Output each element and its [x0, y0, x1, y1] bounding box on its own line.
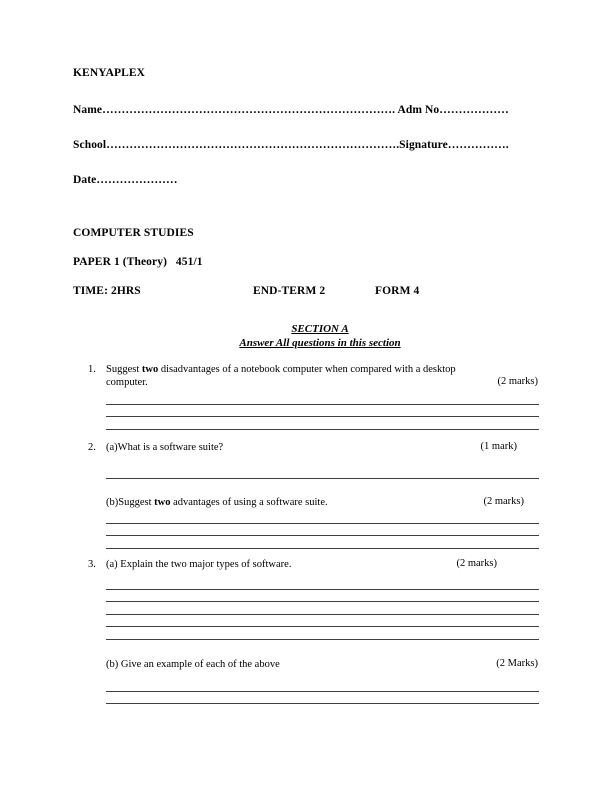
question-2b-text-post: advantages of using a software suite. — [170, 497, 328, 508]
date-field-line: Date………………… — [73, 174, 178, 186]
answer-line — [106, 536, 539, 549]
question-3b-text: (b) Give an example of each of the above — [106, 659, 280, 670]
term-label: END-TERM 2 — [253, 285, 326, 297]
question-3b-marks: (2 Marks) — [496, 658, 538, 669]
answer-line — [106, 679, 539, 692]
answer-line — [106, 692, 539, 705]
question-2a-text: (a)What is a software suite? — [106, 442, 224, 453]
question-1-text-bold: two — [141, 364, 159, 375]
question-1-text — [106, 363, 482, 389]
answer-line — [106, 417, 539, 430]
name-field-line: Name…………………………………………………………………. Adm No……………… — [73, 104, 509, 116]
section-a-title: SECTION A — [291, 323, 349, 335]
school-field-line: School………………………………………………………………….Signature……………. — [73, 139, 509, 151]
subject-title: COMPUTER STUDIES — [73, 227, 194, 239]
answer-line — [106, 627, 539, 640]
paper-title: PAPER 1 (Theory) 451/1 — [73, 256, 203, 268]
time-label: TIME: 2HRS — [73, 285, 141, 297]
question-3a-marks: (2 marks) — [456, 558, 497, 569]
section-heading — [100, 322, 540, 350]
question-2b-text-bold: two — [154, 497, 171, 508]
question-1-text-pre: Suggest — [106, 364, 142, 375]
answer-line — [106, 615, 539, 628]
question-3b-answer-lines — [106, 679, 539, 704]
question-1-number: 1. — [88, 364, 96, 375]
section-instruction: Answer All questions in this section — [239, 337, 401, 349]
answer-line — [106, 602, 539, 615]
question-2b-answer-lines — [106, 511, 539, 549]
question-2a-marks: (1 mark) — [480, 441, 517, 452]
answer-line — [106, 590, 539, 603]
question-2a-answer-lines — [106, 466, 539, 479]
answer-line — [106, 577, 539, 590]
answer-line — [106, 392, 539, 405]
answer-line — [106, 524, 539, 537]
form-label: FORM 4 — [375, 285, 420, 297]
question-2b-text-pre: (b)Suggest — [106, 497, 155, 508]
question-1-answer-lines — [106, 392, 539, 430]
question-2-number: 2. — [88, 442, 96, 453]
answer-line — [106, 405, 539, 418]
answer-line — [106, 511, 539, 524]
question-2b-marks: (2 marks) — [483, 496, 524, 507]
question-3a-text: (a) Explain the two major types of software. — [106, 559, 292, 570]
question-1-marks: (2 marks) — [497, 376, 538, 387]
answer-line — [106, 466, 539, 479]
question-2b-text — [106, 496, 482, 509]
question-1-text-post: disadvantages of a notebook computer when compared with a desktop computer. — [106, 364, 456, 388]
brand-title: KENYAPLEX — [73, 67, 146, 79]
question-3a-answer-lines — [106, 577, 539, 640]
question-3-number: 3. — [88, 559, 96, 570]
